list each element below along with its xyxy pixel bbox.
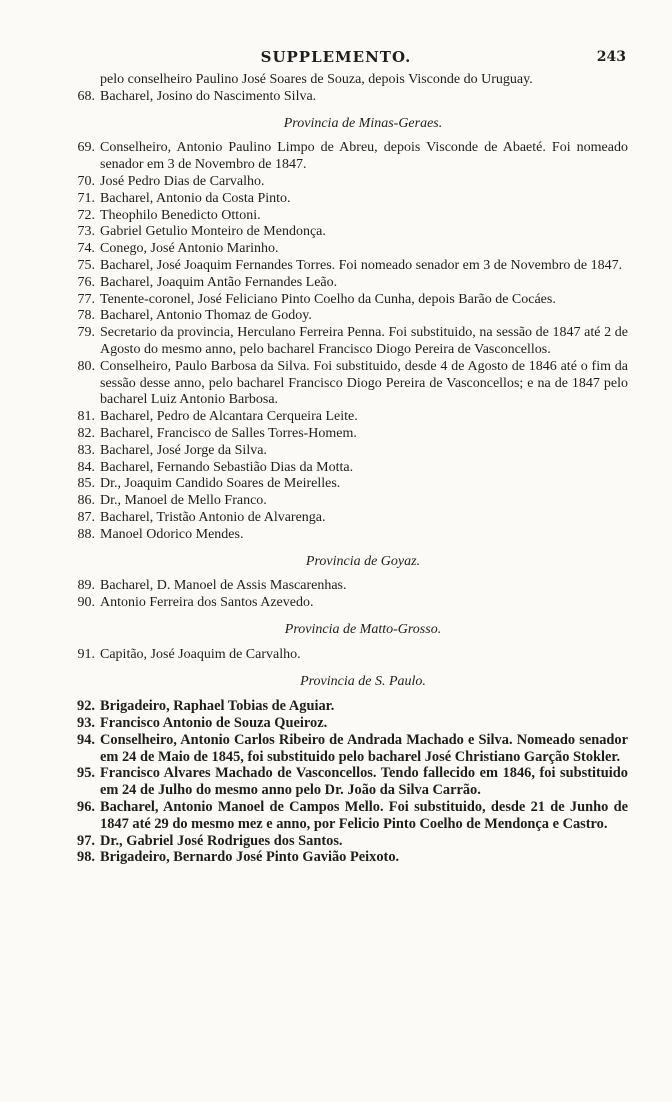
section-heading: Provincia de Goyaz. (305, 553, 421, 569)
entry-text: Theophilo Benedicto Ottoni. (100, 207, 261, 223)
entry-number: 88. (77, 526, 95, 542)
entry-text: Bacharel, Antonio da Costa Pinto. (100, 190, 291, 206)
list-item (58, 732, 628, 766)
entry-number: 69. (77, 140, 95, 156)
entry-number: 87. (77, 509, 95, 525)
entry-text: Conselheiro, Paulo Barbosa da Silva. Foi substituido, desde 4 de Agosto de 1846 até o fim da sessão desse anno, pelo bacharel Francisco Diogo Pereira de Vasconcellos; e na de 1847 pelo bacharel Luiz Antonio Barbosa. (100, 358, 628, 408)
entry-text: Bacharel, Antonio Manoel de Campos Mello. Foi substituido, desde 21 de Junho de 1847 até 29 do mesmo mez e anno, por Felicio Pinto Coelho de Mendonça e Castro. (100, 799, 628, 832)
list-item (58, 191, 628, 208)
entry-number: 90. (77, 595, 95, 611)
list-item (58, 849, 628, 866)
entry-number: 73. (77, 224, 95, 240)
entry-text: Conego, José Antonio Marinho. (100, 241, 279, 257)
entry-text: Bacharel, Tristão Antonio de Alvarenga. (100, 509, 326, 525)
entry-text: Manoel Odorico Mendes. (100, 526, 244, 542)
entry-number: 95. (77, 765, 95, 782)
list-item (58, 715, 628, 732)
list-item (58, 208, 628, 225)
entry-number: 93. (77, 715, 95, 732)
list-item (58, 595, 628, 612)
list-item (58, 174, 628, 191)
list-item (58, 140, 628, 174)
list-item (58, 476, 628, 493)
list-item (58, 510, 628, 527)
entry-text: Francisco Antonio de Souza Queiroz. (100, 715, 328, 732)
list-item (58, 833, 628, 850)
list-item (58, 426, 628, 443)
section-heading: Provincia de Matto-Grosso. (284, 621, 442, 637)
entry-text: Bacharel, José Joaquim Fernandes Torres. Foi nomeado senador em 3 de Novembro de 1847. (100, 257, 623, 273)
entry-text: Brigadeiro, Raphael Tobias de Aguiar. (100, 698, 335, 715)
entry-number: 82. (77, 425, 95, 441)
list-item (58, 460, 628, 477)
list-item (58, 292, 628, 309)
entry-number: 68. (77, 88, 95, 104)
section-heading: Provincia de Minas-Geraes. (283, 115, 443, 131)
entry-text: Capitão, José Joaquim de Carvalho. (100, 646, 301, 662)
entry-number: 89. (77, 578, 95, 594)
list-item (58, 89, 628, 106)
list-item (58, 698, 628, 715)
list-item (58, 493, 628, 510)
entry-text: José Pedro Dias de Carvalho. (100, 173, 265, 189)
entry-text: Bacharel, Fernando Sebastião Dias da Motta. (100, 459, 354, 475)
entry-number: 98. (77, 849, 95, 866)
list-item (58, 241, 628, 258)
continuation-text: pelo conselheiro Paulino José Soares de Souza, depois Visconde do Uruguay. (100, 72, 533, 87)
entry-text: Dr., Gabriel José Rodrigues dos Santos. (100, 832, 343, 849)
entry-number: 96. (77, 799, 95, 816)
entry-number: 71. (77, 190, 95, 206)
entry-number: 78. (77, 308, 95, 324)
list-item (58, 765, 628, 799)
entry-text: Bacharel, Josino do Nascimento Silva. (100, 88, 317, 104)
list-item (58, 359, 628, 409)
entry-number: 91. (77, 646, 95, 662)
entry-text: Bacharel, D. Manoel de Assis Mascarenhas. (100, 578, 347, 594)
list-item (58, 647, 628, 664)
list-item (58, 258, 628, 275)
entry-text: Brigadeiro, Bernardo José Pinto Gavião Peixoto. (100, 849, 400, 866)
entry-text: Tenente-coronel, José Feliciano Pinto Coelho da Cunha, depois Barão de Cocáes. (100, 291, 556, 307)
entry-number: 83. (77, 442, 95, 458)
list-item (58, 409, 628, 426)
entry-number: 86. (77, 493, 95, 509)
entry-number: 75. (77, 257, 95, 273)
entry-text: Conselheiro, Antonio Paulino Limpo de Abreu, depois Visconde de Abaeté. Foi nomeado senador em 3 de Novembro de 1847. (100, 140, 628, 173)
entry-text: Bacharel, Francisco de Salles Torres-Homem. (100, 425, 357, 441)
list-item (58, 578, 628, 595)
entry-number: 76. (77, 274, 95, 290)
list-item (58, 527, 628, 544)
list-item (58, 224, 628, 241)
list-item (58, 325, 628, 359)
entry-number: 94. (77, 731, 95, 748)
section-heading: Provincia de S. Paulo. (300, 673, 426, 689)
entry-text: Bacharel, José Jorge da Silva. (100, 442, 267, 458)
entry-number: 92. (77, 698, 95, 715)
entry-number: 70. (77, 173, 95, 189)
entry-text: Dr., Joaquim Candido Soares de Meirelles. (100, 476, 341, 492)
entry-text: Conselheiro, Antonio Carlos Ribeiro de Andrada Machado e Silva. Nomeado senador em 24 de Maio de 1845, foi substituido pelo bacharel José Christiano Garção Stokler. (100, 731, 628, 765)
entry-number: 81. (77, 409, 95, 425)
list-item (58, 308, 628, 325)
entry-text: Secretario da provincia, Herculano Ferreira Penna. Foi substituido, na sessão de 1847 até 2 de Agosto do mesmo anno, pelo bacharel Francisco Diogo Pereira de Vasconcellos. (100, 325, 628, 357)
list-item (58, 799, 628, 833)
body-text (58, 72, 628, 866)
entry-text: Gabriel Getulio Monteiro de Mendonça. (100, 224, 326, 240)
entry-number: 97. (77, 832, 95, 849)
entry-text: Antonio Ferreira dos Santos Azevedo. (100, 595, 314, 611)
entry-number: 74. (77, 241, 95, 257)
entry-number: 72. (77, 207, 95, 223)
page-header (0, 48, 672, 70)
entry-text: Francisco Alvares Machado de Vasconcellos. Tendo fallecido em 1846, foi substituido em 24 de Julho do mesmo anno pelo Dr. João da Silva Carrão. (100, 765, 628, 799)
entry-number: 84. (77, 459, 95, 475)
page-number: 243 (596, 49, 626, 65)
entry-number: 85. (77, 476, 95, 492)
entry-text: Bacharel, Antonio Thomaz de Godoy. (100, 308, 312, 324)
entry-text: Bacharel, Pedro de Alcantara Cerqueira Leite. (100, 409, 358, 425)
running-title: SUPPLEMENTO. (260, 48, 412, 66)
entry-text: Bacharel, Joaquim Antão Fernandes Leão. (100, 274, 338, 290)
entry-text: Dr., Manoel de Mello Franco. (100, 493, 267, 509)
list-item (58, 443, 628, 460)
list-item (58, 275, 628, 292)
entry-number: 79. (77, 325, 95, 341)
entry-number: 80. (77, 358, 95, 374)
entry-number: 77. (77, 291, 95, 307)
